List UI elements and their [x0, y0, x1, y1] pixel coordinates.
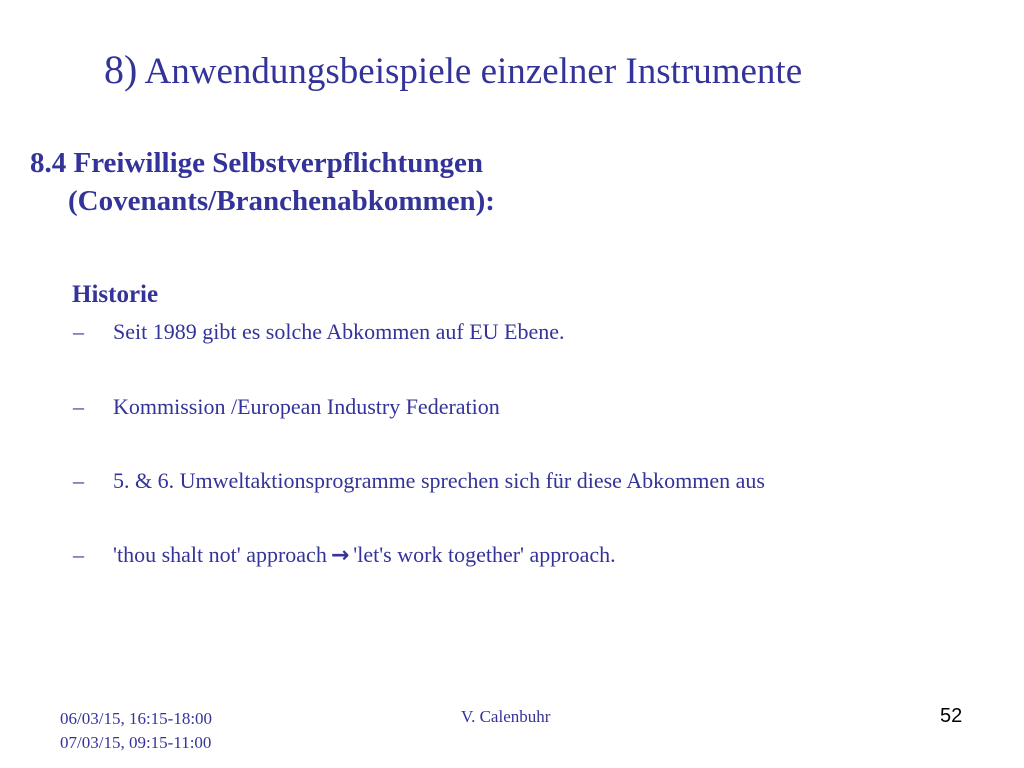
bullet-text-before: 'thou shalt not' approach — [113, 542, 327, 567]
slide-title — [104, 46, 802, 93]
bullet-text-after: 'let's work together' approach. — [353, 542, 616, 567]
bullet-text: Kommission /European Industry Federation — [113, 394, 500, 419]
footer-author: V. Calenbuhr — [461, 707, 551, 726]
section-heading — [30, 144, 495, 220]
slide-title-text: Anwendungsbeispiele einzelner Instrumente — [144, 51, 803, 92]
section-heading-line1: 8.4 Freiwillige Selbstverpflichtungen — [30, 147, 483, 179]
footer-date-line1: 06/03/15, 16:15-18:00 — [60, 709, 213, 728]
right-arrow-icon: → — [330, 543, 350, 568]
slide-title-number: 8) — [104, 47, 138, 92]
bullet-text: 5. & 6. Umweltaktionsprogramme sprechen sich für diese Abkommen aus — [113, 468, 765, 493]
bullet-text: Seit 1989 gibt es solche Abkommen auf EU Ebene. — [113, 319, 565, 344]
bullet-item — [73, 394, 500, 420]
bullet-dash: – — [73, 468, 84, 493]
bullet-dash: – — [73, 542, 84, 567]
page-number: 52 — [940, 705, 963, 727]
footer-date — [60, 707, 212, 755]
bullet-dash: – — [73, 319, 84, 344]
section-heading-line2: (Covenants/Branchenabkommen): — [68, 185, 495, 217]
bullet-item — [73, 468, 765, 494]
subheading-historie: Historie — [72, 281, 159, 308]
bullet-item — [73, 542, 616, 568]
footer-date-line2: 07/03/15, 09:15-11:00 — [60, 733, 212, 752]
bullet-dash: – — [73, 394, 84, 419]
bullet-item — [73, 319, 565, 345]
